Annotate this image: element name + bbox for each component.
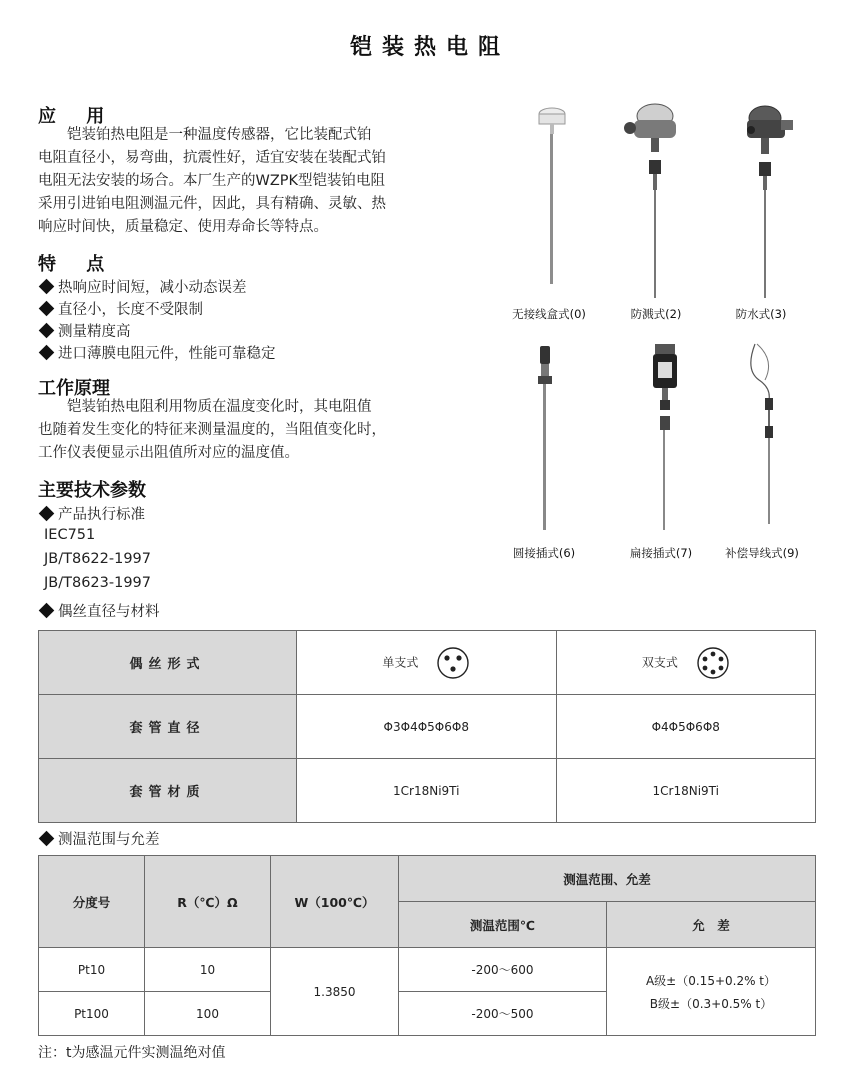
wire-label-text: 偶丝直径与材料 <box>58 604 160 620</box>
principle-line: 工作仪表便显示出阻值所对应的温度值。 <box>38 445 299 461</box>
feature-item <box>38 298 203 319</box>
feature-text: 热响应时间短，减小动态误差 <box>58 280 247 296</box>
standard-label-text: 产品执行标准 <box>58 507 145 523</box>
r-cell: 10 <box>145 948 271 992</box>
product-photo-compensation-wire <box>745 340 795 535</box>
product-photo-splash-proof <box>620 100 690 305</box>
table-cell: 1Cr18Ni9Ti <box>297 759 557 823</box>
table-cell: 1Cr18Ni9Ti <box>556 759 816 823</box>
standard-label <box>38 503 145 524</box>
application-line: 电阻无法安装的场合。本厂生产的WZPK型铠装铂电阻 <box>38 173 386 189</box>
division-cell: Pt100 <box>39 992 145 1036</box>
feature-item <box>38 342 276 363</box>
diamond-bullet-icon <box>39 323 55 339</box>
feature-item <box>38 276 247 297</box>
wire-label <box>38 600 160 621</box>
tolerance-b: B级±（0.3+0.5% t） <box>649 996 773 1011</box>
features-heading: 特 点 <box>38 254 117 275</box>
header-group: 测温范围、允差 <box>399 856 816 902</box>
table-cell: Φ3Φ4Φ5Φ6Φ8 <box>297 695 557 759</box>
application-line: 铠装铂热电阻是一种温度传感器，它比装配式铂 <box>38 127 372 143</box>
application-paragraph <box>38 124 434 239</box>
double-pin-icon <box>696 646 730 680</box>
standard-item: JB/T8623-1997 <box>44 575 152 591</box>
double-form-text: 双支式 <box>641 655 678 669</box>
row-label: 套管材质 <box>39 759 297 823</box>
table-cell: Φ4Φ5Φ6Φ8 <box>556 695 816 759</box>
row-label: 套管直径 <box>39 695 297 759</box>
application-line: 响应时间快，质量稳定、使用寿命长等特点。 <box>38 219 328 235</box>
table-header-row <box>39 856 816 902</box>
page-title: 铠装热电阻 <box>349 35 510 60</box>
range-heading <box>38 828 160 849</box>
feature-item <box>38 320 131 341</box>
application-line: 采用引进铂电阻测温元件，因此，具有精确、灵敏、热 <box>38 196 386 212</box>
double-form-cell <box>556 631 816 695</box>
product-caption: 圆接插式(6) <box>512 546 576 560</box>
range-cell: -200～500 <box>399 992 607 1036</box>
diamond-bullet-icon <box>39 831 55 847</box>
range-cell: -200～600 <box>399 948 607 992</box>
standard-item: IEC751 <box>44 527 96 543</box>
diamond-bullet-icon <box>39 279 55 295</box>
range-table <box>38 855 816 1036</box>
r-cell: 100 <box>145 992 271 1036</box>
standard-item: JB/T8622-1997 <box>44 551 152 567</box>
diamond-bullet-icon <box>39 345 55 361</box>
product-photo-round-plug <box>530 340 560 535</box>
single-form-text: 单支式 <box>382 655 419 669</box>
diamond-bullet-icon <box>39 301 55 317</box>
feature-text: 测量精度高 <box>58 324 131 340</box>
table-row <box>39 759 816 823</box>
diamond-bullet-icon <box>39 603 55 619</box>
table-row <box>39 631 816 695</box>
product-caption: 扁接插式(7) <box>629 546 693 560</box>
tolerance-cell <box>607 948 816 1036</box>
product-photo-waterproof <box>735 100 805 305</box>
header-division: 分度号 <box>39 856 145 948</box>
feature-text: 直径小，长度不受限制 <box>58 302 203 318</box>
header-r: R（℃）Ω <box>145 856 271 948</box>
product-photo-flat-plug <box>645 340 685 535</box>
division-cell: Pt10 <box>39 948 145 992</box>
product-caption: 补偿导线式(9) <box>725 546 799 560</box>
row-label: 偶丝形式 <box>39 631 297 695</box>
footnote: 注：t为感温元件实测温绝对值 <box>38 1045 226 1061</box>
diamond-bullet-icon <box>39 506 55 522</box>
wire-spec-table <box>38 630 816 823</box>
feature-text: 进口薄膜电阻元件，性能可靠稳定 <box>58 346 276 362</box>
product-photo-no-box <box>530 100 580 295</box>
header-tolerance: 允 差 <box>607 902 816 948</box>
product-caption: 无接线盒式(0) <box>512 307 586 321</box>
table-row <box>39 695 816 759</box>
table-row <box>39 948 816 992</box>
range-heading-text: 测温范围与允差 <box>58 832 160 848</box>
tolerance-a: A级±（0.15+0.2% t） <box>645 973 777 988</box>
product-caption: 防水式(3) <box>735 307 787 321</box>
product-caption: 防溅式(2) <box>630 307 682 321</box>
w-cell: 1.3850 <box>271 948 399 1036</box>
principle-heading: 工作原理 <box>38 378 110 399</box>
principle-line: 也随着发生变化的特征来测量温度的，当阻值变化时， <box>38 422 386 438</box>
principle-line: 铠装铂热电阻利用物质在温度变化时，其电阻值 <box>38 399 372 415</box>
single-form-cell <box>297 631 557 695</box>
header-range: 测温范围℃ <box>399 902 607 948</box>
application-line: 电阻直径小，易弯曲，抗震性好，适宜安装在装配式铂 <box>38 150 386 166</box>
principle-paragraph <box>38 396 434 465</box>
params-heading: 主要技术参数 <box>38 480 146 501</box>
application-heading: 应 用 <box>38 106 117 127</box>
single-pin-icon <box>436 646 470 680</box>
header-w: W（100℃） <box>271 856 399 948</box>
